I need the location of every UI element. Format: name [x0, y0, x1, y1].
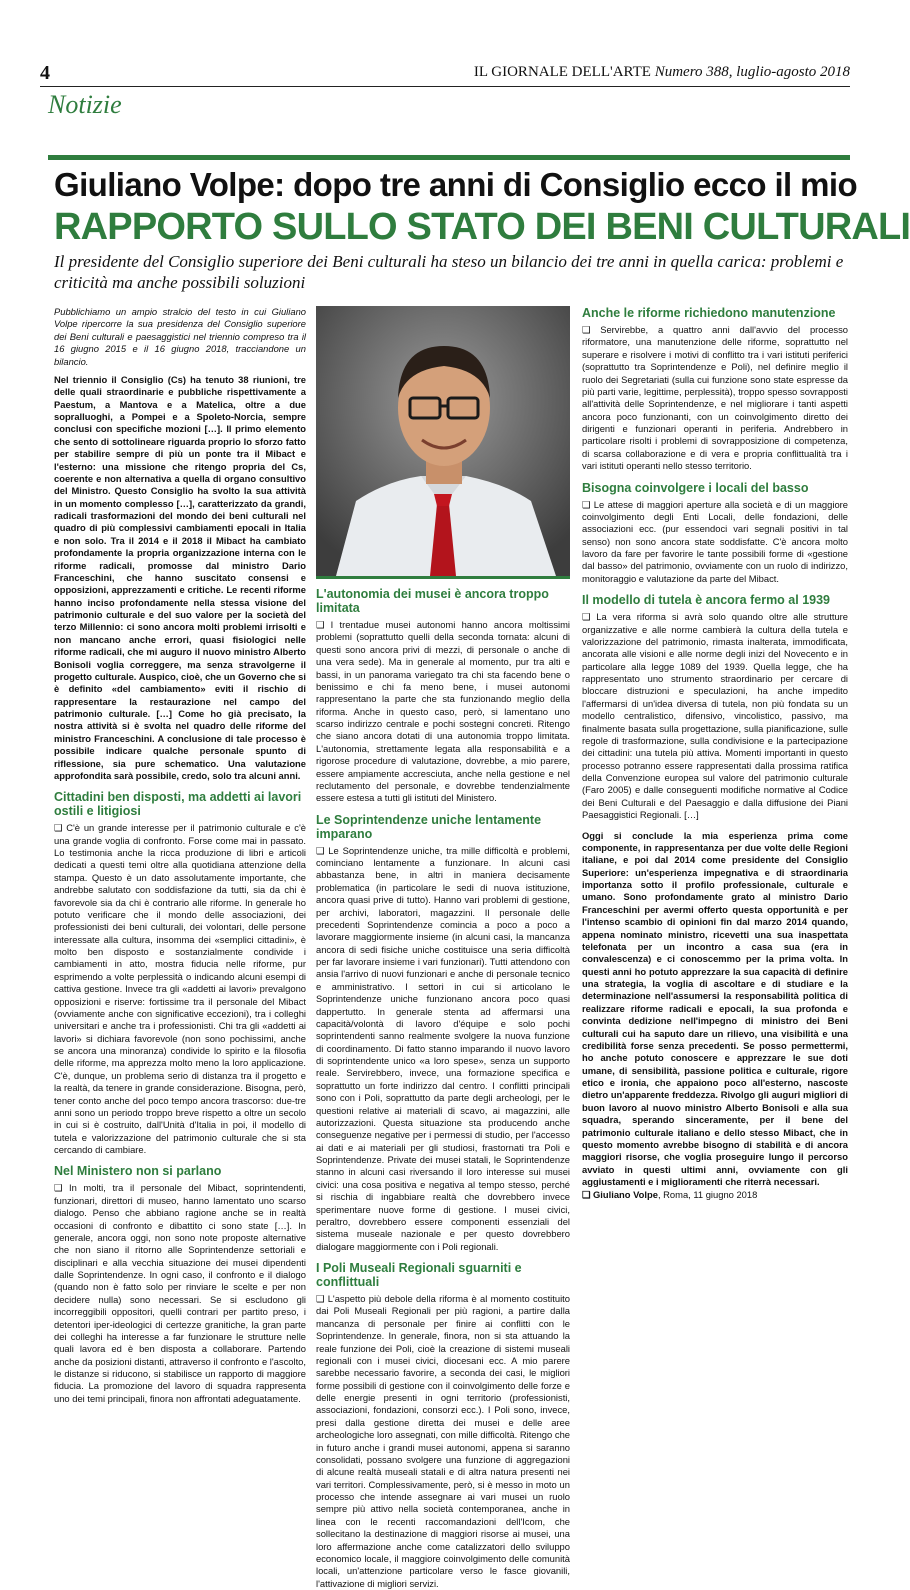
issue-info: Numero 388, luglio-agosto 2018 [654, 64, 850, 80]
section-heading: L'autonomia dei musei è ancora troppo limitata [316, 587, 549, 615]
section-heading: Bisogna coinvolgere i locali del basso [582, 480, 809, 495]
section-body: ❑ I trentadue musei autonomi hanno ancora moltissimi problemi (soprattutto quelli della seconda tornata: alcuni di questi sono ancora privi di mezzi, di personale o anche di una vera sede). Ma in generale al momento, pur tra alti e bassi, in un panorama variegato tra chi sta facendo bene o benissimo e chi fa meno bene, i musei autonomi rappresentano la parte che sta funzionando meglio della riforma. Anche in questo caso, però, si lamentano uno scarso indirizzo centrale e pochi sostegni concreti. Ritengo che siano ancora dotati di una autonomia troppo limitata. L'autonomia, strettamente legata alla responsabilità e a rigorose procedure di valutazione, dovrebbe, a mio parere, essere ampiamente accresciuta, anche nella gestione e nel reclutamento del personale, e dovrebbe tendenzialmente essere estesa a tutti gli istituti del Ministero. [316, 619, 570, 804]
column-3 [582, 306, 848, 1252]
article-subtitle: Il presidente del Consiglio superiore dei Beni culturali ha steso un bilancio dei tre anni in quella carica: problemi e criticità ma anche possibili soluzioni [54, 252, 844, 292]
section-heading: Anche le riforme richiedono manutenzione [582, 306, 836, 320]
section-body: ❑ L'aspetto più debole della riforma è al momento costituito dai Poli Museali Regionali per più ragioni, a partire dalla mancanza di personale per finire ai conflitti con le Soprintendenze. In generale, finora, non si sta attuando la reale funzione dei Poli, cioè la creazione di sistemi museali regionali con i musei civici, diocesani ecc. A mio parere sarebbe necessario favorire, a seconda dei casi, le migliori forme possibili di gestione con il coinvolgimento delle forze e delle energie presenti in ogni territorio (professionisti, associazioni, fondazioni, consorzi ecc.). I Poli sono, invece, presi dalla gestione diretta dei musei e delle aree archeologiche loro assegnati, con mille difficoltà. Ritengo che in futuro anche i grandi musei autonomi, appena si saranno consolidati, possano svolgere una funzione di aggregazioni di alcune realtà museali statali e di altra natura presenti nei vari territori. Complessivamente, però, si è messo in moto un processo che intende assegnare ai vari musei un ruolo sempre più attivo nella società contemporanea, anche in linea con le recenti raccomandazioni dell'Icom, che sollecitano la destinazione di maggiori risorse ai musei, una loro affermazione anche come catalizzatori dello sviluppo economico locale, il maggiore coinvolgimento delle comunità locali, un'attenzione particolare verso le fasce giovanili, l'attivazione di migliori servizi. [316, 1293, 570, 1589]
article-lead: Nel triennio il Consiglio (Cs) ha tenuto 38 riunioni, tre delle quali straordinarie e pubbliche rispettivamente a Paestum, a Mantova e a Matelica, oltre a due sopralluoghi, a Pompei e a Spoleto-Norcia, sempre conclusi con specifiche mozioni […]. Il primo elemento che sento di sottolineare riguarda proprio lo sforzo fatto per stabilire sempre di più un ponte tra il Mibact e l'esterno: una missione che ritengo propria del Cs, coerente e non alternativa a quella di organo consultivo del Ministro. Questo Consiglio ha svolto la sua attività in un momento complesso […], caratterizzato da grandi, radicali trasformazioni del mondo dei beni culturali nel quadro di più complessivi cambiamenti epocali in Italia e non solo. Tra il 2014 e il 2018 il Mibact ha cambiato profondamente la propria organizzazione interna con le riforme radicali, promosse dal ministro Dario Franceschini, che hanno suscitato consensi e opposizioni, apprezzamenti e critiche. Le recenti riforme hanno inciso profondamente nella stessa visione del patrimonio culturale e del suo valore per la società del terzo Millennio: ci sono ancora molti problemi irrisolti e non mancano anche errori, quasi fisiologici nelle riforme radicali, che mi auguro il nuovo ministro Alberto Bonisoli voglia correggere, ma senza stravolgerne il progetto culturale. Auspico, cioè, che un Governo che si è definito «del cambiamento» eviti il rischio di rappresentare la restaurazione nel campo del patrimonio culturale. […] Come ho già precisato, la nostra attività si è svolta nel quadro delle riforme del ministro Franceschini. A conclusione di tale processo è possibile indicare qualche personale spunto di riflessione, sia pure schematico. Una valutazione approfondita sarà possibile, credo, solo tra alcuni anni. [54, 373, 306, 781]
author-portrait [316, 306, 570, 579]
header-rule [40, 86, 850, 87]
page-number: 4 [40, 62, 50, 84]
masthead [474, 64, 850, 81]
signature-place-date: , Roma, 11 giugno 2018 [657, 1189, 758, 1201]
section-heading: Nel Ministero non si parlano [54, 1164, 222, 1179]
column-1 [54, 306, 306, 1404]
article-top-bar [48, 155, 850, 160]
section-heading: Il modello di tutela è ancora fermo al 1939 [582, 593, 830, 608]
article-title: Giuliano Volpe: dopo tre anni di Consiglio ecco il mio [54, 166, 858, 203]
signature-name: ❑ Giuliano Volpe [582, 1189, 658, 1201]
article-intro: Pubblichiamo un ampio stralcio del testo in cui Giuliano Volpe ripercorre la sua presidenza del Consiglio superiore dei Beni culturali e paesaggistici nel triennio compreso tra il 16 giugno 2015 e il 16 giugno 2018, tracciandone un bilancio. [54, 306, 306, 367]
section-body: ❑ Le attese di maggiori aperture alla società e di un maggiore coinvolgimento degli Enti Locali, delle fondazioni, delle associazioni ecc. (pur essendoci vari segnali positivi in tal senso) non sono ancora state soddisfatte. C'è ancora molto lavoro da fare per favorire le tante possibili forme di «gestione dal basso» del patrimonio, ovviamente con un ruolo di indirizzo, monitoraggio e valutazione da parte del Mibact. [582, 498, 848, 584]
publication-name: IL GIORNALE DELL'ARTE [473, 64, 651, 80]
section-title: Notizie [48, 90, 122, 119]
section-body: ❑ C'è un grande interesse per il patrimonio culturale e c'è una grande voglia di confronto. Forse come mai in passato. Lo testimonia anche la ricca produzione di libri e articoli dedicati a questi temi oltre alla quotidiana attenzione della stampa. Questo è un dato assolutamente importante, che andrebbe salutato con soddisfazione da tutti, sia da chi è favorevole sia da chi è contrario alle riforme. In generale ho potuto verificare che il mondo delle associazioni, dei professionisti dei beni culturali, dei volontari, delle persone interessate alla cultura, insomma dei «semplici cittadini», è molto ben disposto e sostanzialmente condivide i cambiamenti in atto, mostra fiducia nelle riforme, pur esprimendo a volte perplessità o indicando alcuni esempi di cattiva gestione. Invece tra gli «addetti ai lavori» prevalgono opposizioni e riserve: fortissime tra il personale del Mibact (ovviamente anche con significative eccezioni), tra i colleghi universitari e anche tra i professionisti. Chi tra gli «addetti ai lavori» si dichiara favorevole (non sono pochissimi, anche se ancora una minoranza) condivide lo spirito e la filosofia delle riforme, ma apprezza molto meno la loro applicazione. C'è, dunque, un problema serio di distanza tra il progetto e la realtà, da tenere in grande considerazione. Bisogna, però, tener conto anche del poco tempo ancora trascorso: due-tre anni sono un periodo troppo breve rispetto a oltre un secolo in cui si è costruito, dall'Unità d'Italia in poi, il modello di tutela e valorizzazione del patrimonio culturale che si sta cercando di cambiare. [54, 822, 306, 1155]
article-title-highlight: RAPPORTO SULLO STATO DEI BENI CULTURALI [54, 206, 910, 248]
section-heading: I Poli Museali Regionali sguarniti e conflittuali [316, 1261, 522, 1289]
section-body: ❑ Le Soprintendenze uniche, tra mille difficoltà e problemi, cominciano lentamente a funzionare. In alcuni casi abbastanza bene, in altri in maniera decisamente problematica (in particolare le sedi di nuova istituzione, ancora quasi prive di tutto). Hanno vari problemi di gestione, per archivi, laboratori, magazzini. Il personale delle precedenti Soprintendenze comincia a poco a poco a lavorare maggiormente insieme (in alcuni casi, la mancanza ancora di sedi fisiche uniche costituisce una seria difficoltà per far lavorare insieme i vari funzionari). Tutti attendono con ansia l'arrivo di nuovi funzionari e anche di personale tecnico e amministrativo. I settori in cui si articolano le Soprintendenze uniche funzionano ancora poco quasi dappertutto. In generale stenta ad affermarsi una capacità/volontà di lavoro d'équipe e solo pochi soprintendenti sanno realmente svolgere la nuova funzione di coordinamento. Di fatto stanno imparando il nuovo lavoro di soprintendente unico «a loro spese», senza un supporto reale. Servirebbero, invece, una formazione specifica e soprattutto un forte indirizzo dal centro. I conflitti principali sono con i Poli, soprattutto da parte degli archeologi, per le questioni relative ai materiali di scavo, ai magazzini, alle autorizzazioni. Questa situazione sta producendo anche conseguenze negative per i permessi di studio, per l'accesso ai dati e ai materiali per gli studiosi, frastornati tra Poli e Soprintendenze. Private dei musei statali, le Soprintendenze stanno in alcuni casi riversando il loro interesse sui musei civici: una cosa positiva e negativa al tempo stesso, perché si rischia di ingabbiare realtà che dovrebbero invece sperimentare nuove forme di gestione. I musei civici, peraltro, dovrebbero essere componenti essenziali del sistema museale nazionale e per questo dovrebbero dialogare maggiormente con i Poli regionali. [316, 844, 570, 1252]
column-2 [316, 306, 570, 1589]
section-body: ❑ Servirebbe, a quattro anni dall'avvio del processo riformatore, una manutenzione delle riforme, soprattutto nel superare e risolvere i motivi di conflitto tra i vari istituti periferici (soprattutto tra Soprintendenze e Poli), nel definire meglio il ruolo dei Segretariati (sulla cui funzione sono state espresse da più parti varie, legittime, perplessità), troppo spesso sovrapposti all'attività delle Soprintendenze, e nel migliorare i tanti aspetti ancora poco funzionanti, con un coinvolgimento diretto dei dirigenti e funzionari operanti in periferia. Andrebbero in particolare risolti i problemi di sovrapposizione di competenza, di scarsa collaborazione e di vera e propria conflittualità tra i vari istituti operanti nello stesso territorio. [582, 324, 848, 472]
section-heading: Cittadini ben disposti, ma addetti ai lavori ostili e litigiosi [54, 790, 302, 819]
section-body: ❑ La vera riforma si avrà solo quando oltre alle strutture organizzative e alle norme cambierà la cultura della tutela e valorizzazione del patrimonio, rimasta inalterata, immodificata, ancorata alle visioni e alle norme degli inizi del Novecento e in particolare alla legge 1089 del 1939. Quella legge, che ha rappresentato uno strumento straordinario per cercare di bloccare distruzioni e speculazioni, ha anche impedito l'affermarsi di un'idea diversa di tutela, non più fondata su un modello centralistico, difensivo, vincolistico, passivo, ma finalmente basata sulla progettazione, sulla pianificazione, sulle regole di trasformazione, sulla condivisione e la partecipazione dei cittadini: una tutela più attiva. Momenti importanti in questo processo potranno essere rappresentati dalla prossima ratifica della Convenzione europea sul valore del patrimonio culturale (Faro 2005) e dalle conseguenti modifiche normative al Codice dei Beni Culturali e del Paesaggio e dalla diffusione dei Piani Paesaggistici Regionali. […] [582, 611, 848, 821]
article-conclusion: Oggi si conclude la mia esperienza prima come componente, in rappresentanza per due volte delle Regioni italiane, e poi dal 2014 come presidente del Consiglio Superiore: un'esperienza impegnativa e di straordinaria importanza sotto il profilo professionale, culturale e umano. Sono profondamente grato al ministro Dario Franceschini per avermi offerto questa opportunità e per l'intenso scambio di opinioni fin dal marzo 2014 quando, appena nominato ministro, ricevetti una sua inaspettata telefonata per un incontro a casa sua (era in convalescenza) e ci conoscemmo per la prima volta. In questi anni ho potuto apprezzare la sua capacità di definire una strategia, la voglia di ascoltare e di studiare e la determinazione nell'assumersi la responsabilità politica di realizzare riforme radicali e epocali, la sua profonda e convinta dedizione nell'impegno di ministro dei Beni culturali cui ha saputo dare un rilievo, una visibilità e una credibilità forse senza precedenti. Se posso permettermi, ho anche potuto conoscere e apprezzare le sue doti umane, di sensibilità, passione politica e culturale, rigore etico e ironia, che appaiono poco all'esterno, nascoste dietro un'apparente freddezza. Rivolgo gli auguri migliori di buon lavoro al nuovo ministro Alberto Bonisoli e alla sua squadra, sperando sinceramente, per il bene del patrimonio culturale italiano e dello stesso Mibact, che in questo momento avrebbe bisogno di stabilità e di ancora maggiori risorse, che voglia proseguire lungo il percorso avviato in questi ultimi anni, ovviamente con gli aggiustamenti e i miglioramenti che riterrà necessari. [582, 829, 848, 1187]
portrait-image [316, 306, 570, 576]
section-heading: Le Soprintendenze uniche lentamente imparano [316, 812, 542, 841]
article-signature [582, 1189, 848, 1201]
section-body: ❑ In molti, tra il personale del Mibact, soprintendenti, funzionari, direttori di museo, hanno lamentato uno scarso dialogo. Penso che abbiano ragione anche se in realtà occasioni di confronto e dibattito ci sono state […]. In generale, ancora oggi, non sono note proposte alternative che non siano il ritorno alle Soprintendenze settoriali e disciplinari e alla vecchia situazione dei musei dipendenti dalle Soprintendenze. In ogni caso, il confronto e il dialogo (quando non è fatto solo per rinviare le scelte e per non decidere nulla) sono necessari. Se si escludono gli incorreggibili oppositori, quelli contrari per partito preso, i detentori iper-ideologici di certezze granitiche, la gran parte dei colleghi ha interesse a far funzionare le strutture nelle quali lavora ed è ben disposta a collaborare. Partendo anche da posizioni distanti, attraverso il confronto e l'ascolto, le distanze si riducono, si stabilisce un rapporto di maggiore fiducia. La promozione del lavoro di squadra rappresenta uno dei temi principali, finora non affrontati adeguatamente. [54, 1182, 306, 1404]
